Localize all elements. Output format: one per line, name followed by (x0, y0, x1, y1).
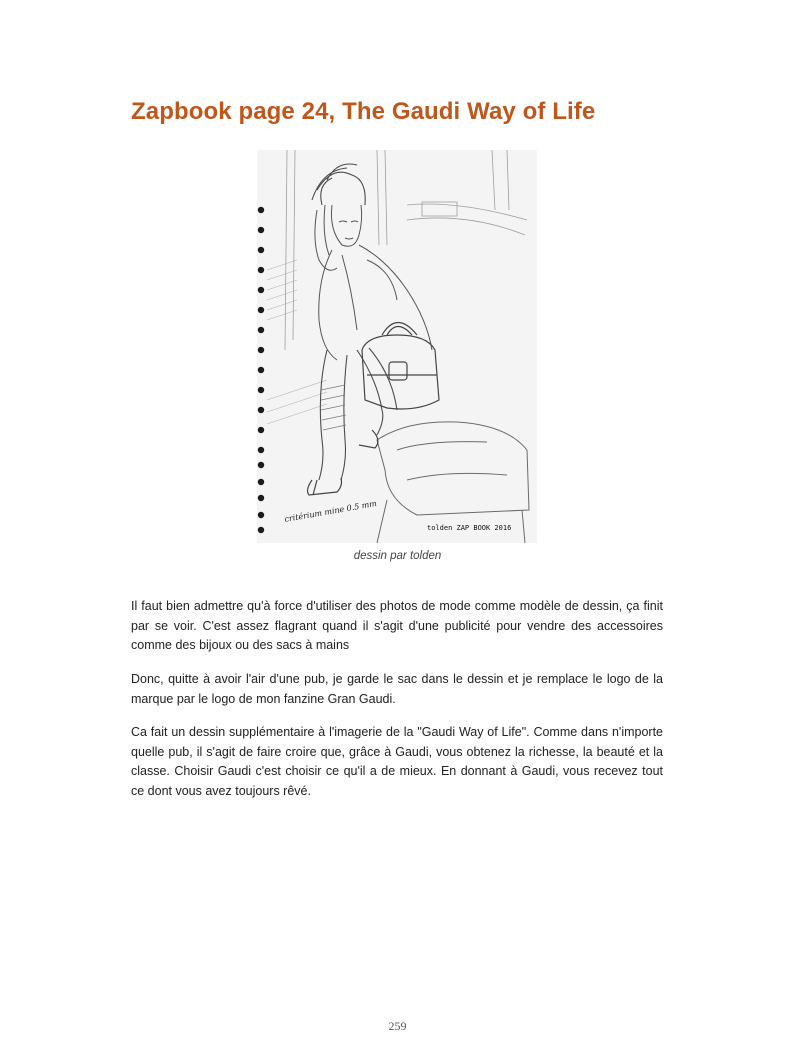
paragraph-1: Il faut bien admettre qu'à force d'utiliser des photos de mode comme modèle de dessin, ça finit par se voir. C'est assez flagrant quand il s'agit d'une publicité pour vendre des accessoires comme des bijoux ou des sacs à mains (131, 599, 663, 652)
page-number: 259 (388, 1019, 407, 1033)
paragraph-2: Donc, quitte à avoir l'air d'une pub, je garde le sac dans le dessin et je remplace le logo de la marque par le logo de mon fanzine Gran Gaudi. (131, 672, 663, 706)
pencil-inscription: critérium mine 0.5 mm (283, 498, 378, 524)
paragraph-3: Ca fait un dessin supplémentaire à l'imagerie de la "Gaudi Way of Life". Comme dans n'importe quelle pub, il s'agit de faire croire que, grâce à Gaudi, vous obtenez la richesse, la beauté et la classe. Choisir Gaudi c'est choisir ce qu'il a de mieux. En donnant à Gaudi, vous recevez tout ce dont vous avez toujours rêvé. (131, 725, 663, 798)
page-title: Zapbook page 24, The Gaudi Way of Life (131, 98, 596, 125)
figure-caption: dessin par tolden (353, 550, 442, 562)
stamp-inscription: tolden ZAP BOOK 2016 (427, 524, 512, 532)
sketch-illustration (257, 150, 537, 543)
